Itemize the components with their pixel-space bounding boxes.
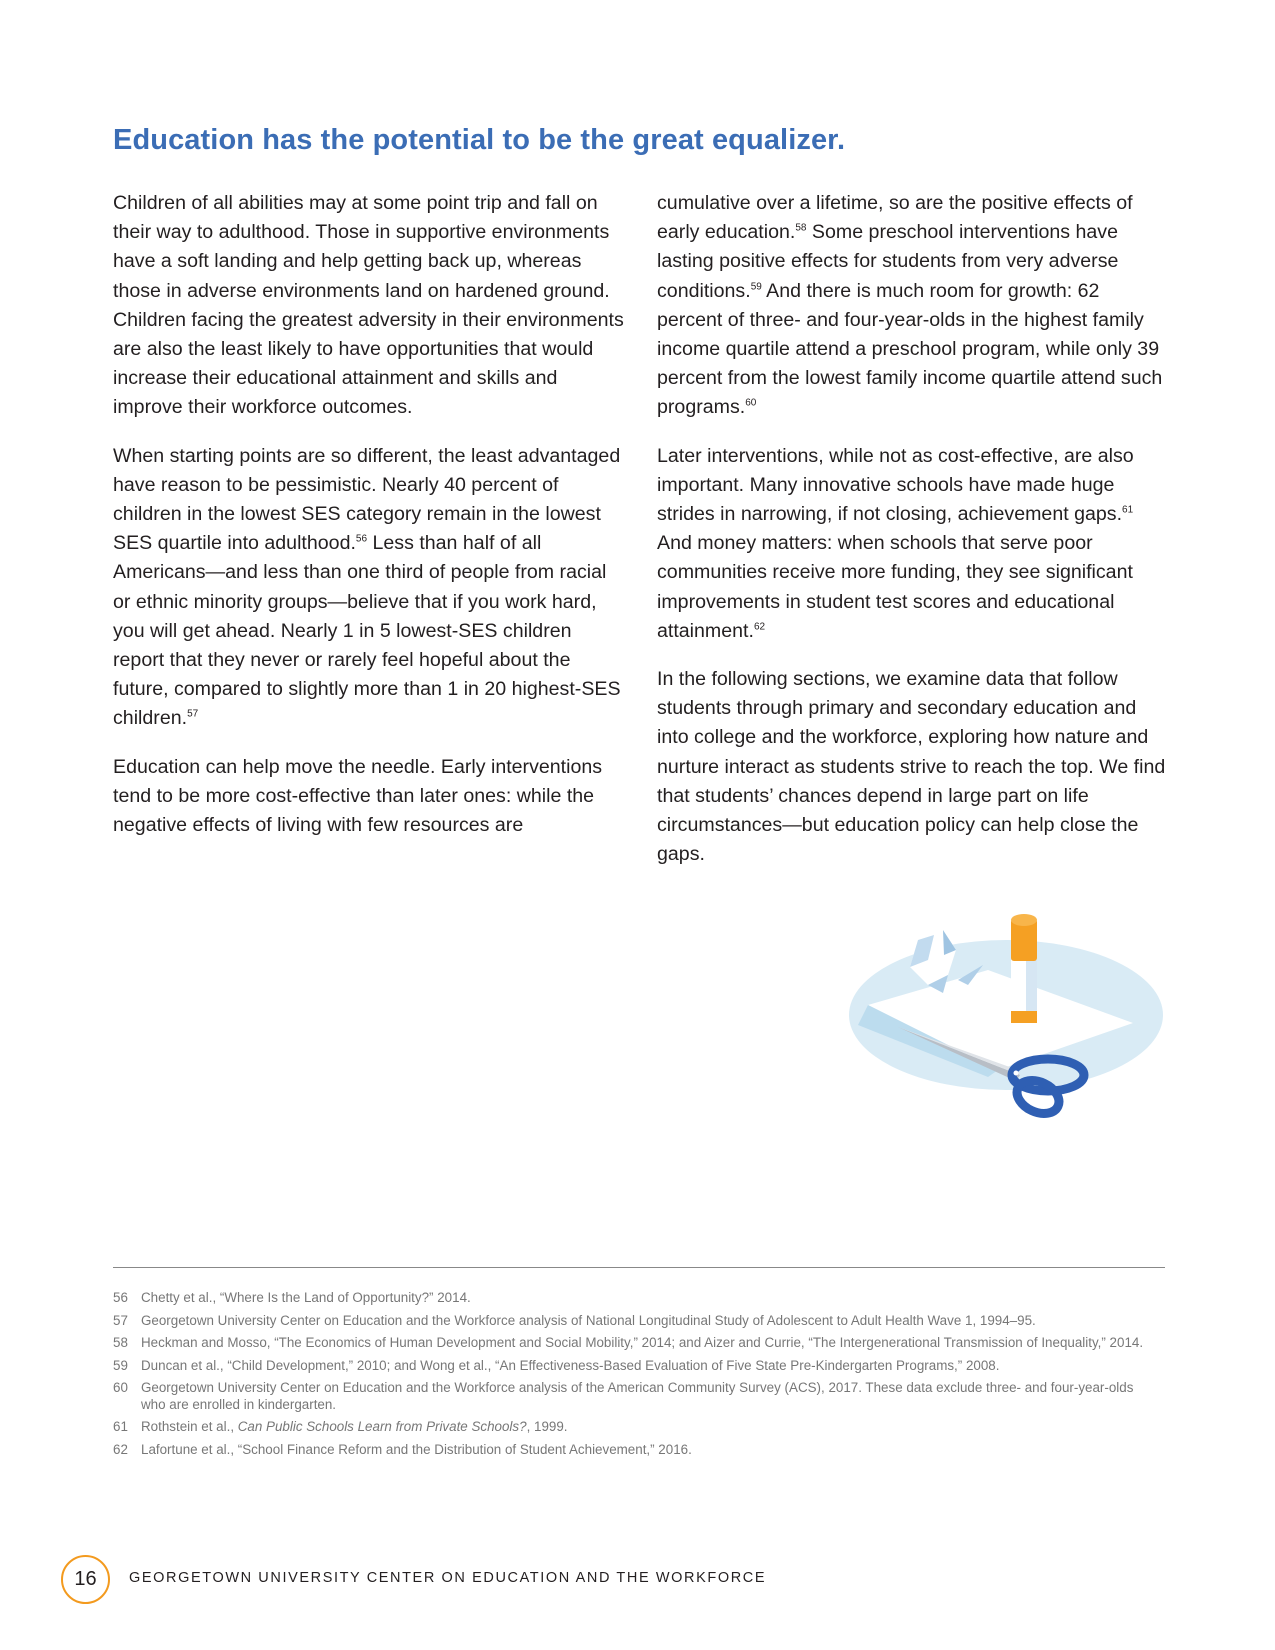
page-number: 16 (61, 1555, 110, 1604)
footnote-text: Chetty et al., “Where Is the Land of Opportunity?” 2014. (141, 1290, 471, 1305)
footnote-text: Georgetown University Center on Education and the Workforce analysis of the American Community Survey (ACS), 2017. These data exclude three- and four-year-olds who are enrolled in kindergarten. (141, 1380, 1134, 1412)
footnote-number: 58 (113, 1335, 128, 1350)
footnote-ref[interactable]: 60 (745, 397, 757, 409)
footnote-number: 62 (113, 1441, 128, 1457)
footnote-text: Duncan et al., “Child Development,” 2010; and Wong et al., “An Effectiveness-Based Evaluation of Five State Pre-Kindergarten Programs,” 2008. (141, 1357, 1000, 1373)
footnote-divider (113, 1267, 1165, 1268)
body-column-left (113, 189, 625, 859)
paragraph (657, 665, 1167, 869)
paragraph (113, 189, 625, 423)
footnote-text-part: Rothstein et al., (141, 1419, 238, 1434)
paragraph-text: cumulative over a lifetime, so are the positive effects of early education. (657, 192, 1133, 244)
footnote-number: 57 (113, 1312, 128, 1328)
paragraph (113, 442, 625, 734)
footnote-ref[interactable]: 59 (750, 281, 762, 293)
footnote-ref[interactable]: 61 (1122, 504, 1134, 516)
footnote-text: Lafortune et al., “School Finance Reform and the Distribution of Student Achievement,” 2016. (141, 1441, 692, 1457)
footnote (113, 1313, 1173, 1330)
footnote (113, 1380, 1173, 1413)
footnote (113, 1290, 1173, 1307)
footnote-number: 56 (113, 1290, 128, 1305)
footnote-ref[interactable]: 57 (187, 708, 199, 720)
footer-organization: GEORGETOWN UNIVERSITY CENTER ON EDUCATION AND THE WORKFORCE (129, 1570, 767, 1586)
footnote-ref[interactable]: 58 (795, 222, 807, 234)
footnote-book-title: Can Public Schools Learn from Private Schools? (237, 1419, 527, 1434)
footnotes (113, 1290, 1173, 1464)
paragraph-text: And there is much room for growth: 62 percent of three- and four-year-olds in the highest family income quartile attend a preschool program, while only 39 percent from the lowest family income quartile attend such programs. (657, 279, 1163, 419)
footnote-ref[interactable]: 56 (355, 533, 368, 545)
footnote (113, 1335, 1173, 1352)
paragraph-text: Education can help move the needle. Early interventions tend to be more cost-effective than later ones: while the negative effects of living with few resources are (113, 755, 603, 837)
footnote-text: Heckman and Mosso, “The Economics of Human Development and Social Mobility,” 2014; and Aizer and Currie, “The Intergenerational Transmission of Inequality,” 2014. (141, 1335, 1144, 1350)
page-heading: Education has the potential to be the great equalizer. (113, 124, 846, 156)
paragraph-text: When starting points are so different, the least advantaged have reason to be pessimistic. Nearly 40 percent of children in the lowest SES category remain in the lowest SES quartile into adulthood. (113, 444, 621, 555)
footnote (113, 1442, 1173, 1459)
footnote-number: 60 (113, 1380, 128, 1395)
paragraph-text: And money matters: when schools that serve poor communities receive more funding, they see significant improvements in student test scores and educational attainment. (657, 532, 1133, 642)
glue-stick-icon (1011, 914, 1037, 1023)
footnote-number: 59 (113, 1357, 128, 1373)
paragraph-text: Children of all abilities may at some point trip and fall on their way to adulthood. Those in supportive environments have a soft landing and help getting back up, whereas those in adverse environments land on hardened ground. Children facing the greatest adversity in their environments are also the least likely to have opportunities that would increase their educational attainment and skills and improve their workforce outcomes. (113, 192, 624, 419)
footnote-number: 61 (113, 1419, 128, 1434)
paragraph (657, 189, 1167, 423)
paragraph (113, 753, 625, 841)
footnote-ref[interactable]: 62 (753, 621, 766, 633)
footnote-text (141, 1419, 1151, 1436)
footnote (113, 1358, 1173, 1375)
scissors-glue-paper-illustration (848, 905, 1168, 1135)
paragraph-text: In the following sections, we examine data that follow students through primary and secondary education and into college and the workforce, exploring how nature and nurture interact as students strive to reach the top. We find that students’ chances depend in large part on life circumstances—but education policy can help close the gaps. (657, 668, 1166, 866)
body-column-right (657, 189, 1167, 888)
footnote (113, 1419, 1173, 1436)
paragraph-text: Later interventions, while not as cost-effective, are also important. Many innovative schools have made huge strides in narrowing, if not closing, achievement gaps. (657, 444, 1134, 526)
paragraph-text: Less than half of all Americans—and less than one third of people from racial or ethnic minority groups—believe that if you work hard, you will get ahead. Nearly 1 in 5 lowest-SES children report that they never or rarely feel hopeful about the future, compared to slightly more than 1 in 20 highest-SES children. (113, 532, 621, 730)
footnote-text-part: , 1999. (526, 1419, 568, 1434)
paragraph-text: Some preschool interventions have lasting positive effects for students from very adverse conditions. (657, 221, 1119, 302)
paragraph (657, 442, 1167, 646)
footnote-text: Georgetown University Center on Education and the Workforce analysis of National Longitudinal Study of Adolescent to Adult Health Wave 1, 1994–95. (141, 1312, 1036, 1328)
